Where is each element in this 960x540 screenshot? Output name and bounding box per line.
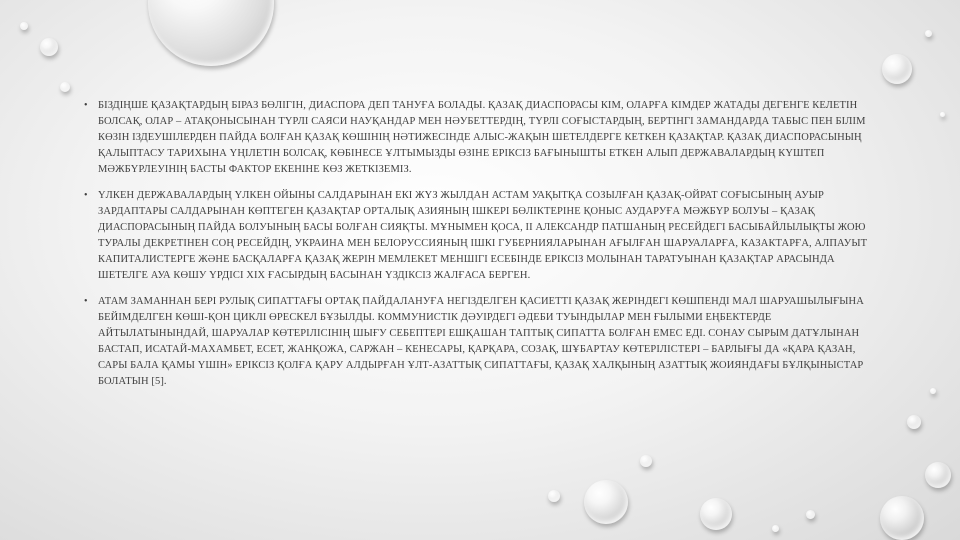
water-drop-decoration	[925, 462, 951, 488]
list-item	[84, 98, 884, 178]
water-drop-decoration	[907, 415, 921, 429]
water-drop-decoration	[640, 455, 652, 467]
water-drop-decoration	[20, 22, 28, 30]
water-drop-decoration	[60, 82, 70, 92]
paragraph-text: БІЗДІҢШЕ ҚАЗАҚТАРДЫҢ БІРАЗ БӨЛІГІН, ДИАСПОРА ДЕП ТАНУҒА БОЛАДЫ. ҚАЗАҚ ДИАСПОРАСЫ КІМ, ОЛАРҒА КІМДЕР ЖАТАДЫ ДЕГЕНГЕ КЕЛЕТІН БОЛСАҚ, ОЛАР – АТАҚОНЫСЫНАН ТҮРЛІ САЯСИ НАУҚАНДАР МЕН НӘУБЕТТЕРДІҢ, ТҮРЛІ СОҒЫСТАРДЫҢ, БЕРТІНГІ ЗАМАНДАРДА ТАБЫС ПЕН БІЛІМ КӨЗІН ІЗДЕУШІЛЕРДЕН ПАЙДА БОЛҒАН ҚАЗАҚ КӨШІНІҢ НӘТИЖЕСІНДЕ АЛЫС-ЖАҚЫН ШЕТЕЛДЕРГЕ КЕТКЕН ҚАЗАҚТАР. ҚАЗАҚ ДИАСПОРАСЫНЫҢ ҚАЛЫПТАСУ ТАРИХЫНА ҮҢІЛЕТІН БОЛСАҚ, КӨБІНЕСЕ ҰЛТЫМЫЗДЫ ӨЗІНЕ ЕРІКСІЗ БАҒЫНЫШТЫ ЕТКЕН АЛЫП ДЕРЖАВАЛАРДЫҢ КҮШТЕП МӘЖБҮРЛЕУІНІҢ БАСТЫ ФАКТОР ЕКЕНІНЕ КӨЗ ЖЕТКІЗЕМІЗ.	[98, 100, 866, 175]
water-drop-decoration	[148, 0, 274, 66]
paragraph-text: ҮЛКЕН ДЕРЖАВАЛАРДЫҢ ҮЛКЕН ОЙЫНЫ САЛДАРЫНАН ЕКІ ЖҮЗ ЖЫЛДАН АСТАМ УАҚЫТҚА СОЗЫЛҒАН ҚАЗАҚ-ОЙРАТ СОҒЫСЫНЫҢ АУЫР ЗАРДАПТАРЫ САЛДАРЫНАН КӨПТЕГЕН ҚАЗАҚТАР ОРТАЛЫҚ АЗИЯНЫҢ ІШКЕРІ БӨЛІКТЕРІНЕ ҚОНЫС АУДАРУҒА МӘЖБҮР БОЛУЫ – ҚАЗАҚ ДИАСПОРАСЫНЫҢ ПАЙДА БОЛУЫНЫҢ БАСЫ БОЛҒАН СИЯҚТЫ. МҰНЫМЕН ҚОСА, ІІ АЛЕКСАНДР ПАТШАНЫҢ РЕСЕЙДЕГІ БАСЫБАЙЛЫЛЫҚТЫ ЖОЮ ТУРАЛЫ ДЕКРЕТІНЕН СОҢ РЕСЕЙДІҢ, УКРАИНА МЕН БЕЛОРУССИЯНЫҢ ІШКІ ГУБЕРНИЯЛАРЫНАН АҒЫЛҒАН ШАРУАЛАРҒА, КАЗАКТАРҒА, АЛПАУЫТ КАПИТАЛИСТЕРГЕ ЖӘНЕ БАСҚАЛАРҒА ҚАЗАҚ ЖЕРІН МЕМЛЕКЕТ МЕНШІГІ ЕСЕБІНДЕ ЕРІКСІЗ МОЛЫНАН ТАРАТУЫНАН ҚАЗАҚТАР АРАСЫНДА ШЕТЕЛГЕ АУА КӨШУ ҮРДІСІ XIX ҒАСЫРДЫҢ БАСЫНАН ҮЗДІКСІЗ ЖАЛҒАСА БЕРГЕН.	[98, 190, 868, 281]
water-drop-decoration	[806, 510, 815, 519]
water-drop-decoration	[882, 54, 912, 84]
water-drop-decoration	[930, 388, 936, 394]
water-drop-decoration	[880, 496, 924, 540]
water-drop-decoration	[40, 38, 58, 56]
bullet-icon: •	[84, 190, 88, 201]
list-item	[84, 294, 884, 390]
bullet-icon: •	[84, 296, 88, 307]
water-drop-decoration	[940, 112, 945, 117]
paragraph-text: АТАМ ЗАМАННАН БЕРІ РУЛЫҚ СИПАТТАҒЫ ОРТАҚ ПАЙДАЛАНУҒА НЕГІЗДЕЛГЕН ҚАСИЕТТІ ҚАЗАҚ ЖЕРІНДЕГІ КӨШПЕНДІ МАЛ ШАРУАШЫЛЫҒЫНА БЕЙІМДЕЛГЕН КӨШІ-ҚОН ЦИКЛІ ӨРЕСКЕЛ БҰЗЫЛДЫ. КОММУНИСТІК ДӘУІРДЕГІ ӘДЕБИ ТУЫНДЫЛАР МЕН ҒЫЛЫМИ ЕҢБЕКТЕРДЕ АЙТЫЛАТЫНЫНДАЙ, ШАРУАЛАР КӨТЕРІЛІСІНІҢ ШЫҒУ СЕБЕПТЕРІ ЕШҚАШАН ТАПТЫҚ СИПАТТА БОЛҒАН ЕМЕС ЕДІ. СОНАУ СЫРЫМ ДАТҰЛЫНАН БАСТАП, ИСАТАЙ-МАХАМБЕТ, ЕСЕТ, ЖАНҚОЖА, САРЖАН – КЕНЕСАРЫ, ҚАРҚАРА, СОЗАҚ, ШҰБАРТАУ КӨТЕРІЛІСТЕРІ – БАРЛЫҒЫ ДА «ҚАРА ҚАЗАН, САРЫ БАЛА ҚАМЫ ҮШІН» ЕРІКСІЗ ҚОЛҒА ҚАРУ АЛДЫРҒАН ҰЛТ-АЗАТТЫҚ СИПАТТАҒЫ, ҚАЗАҚ ХАЛҚЫНЫҢ АЗАТТЫҚ ЖОИЯНДАҒЫ БҰЛҚЫНЫСТАР БОЛАТЫН [5].	[98, 296, 864, 387]
water-drop-decoration	[925, 30, 932, 37]
water-drop-decoration	[772, 525, 779, 532]
water-drop-decoration	[700, 498, 732, 530]
list-item	[84, 188, 884, 284]
water-drop-decoration	[548, 490, 560, 502]
water-drop-decoration	[584, 480, 628, 524]
bullet-list	[84, 98, 884, 400]
bullet-icon: •	[84, 100, 88, 111]
